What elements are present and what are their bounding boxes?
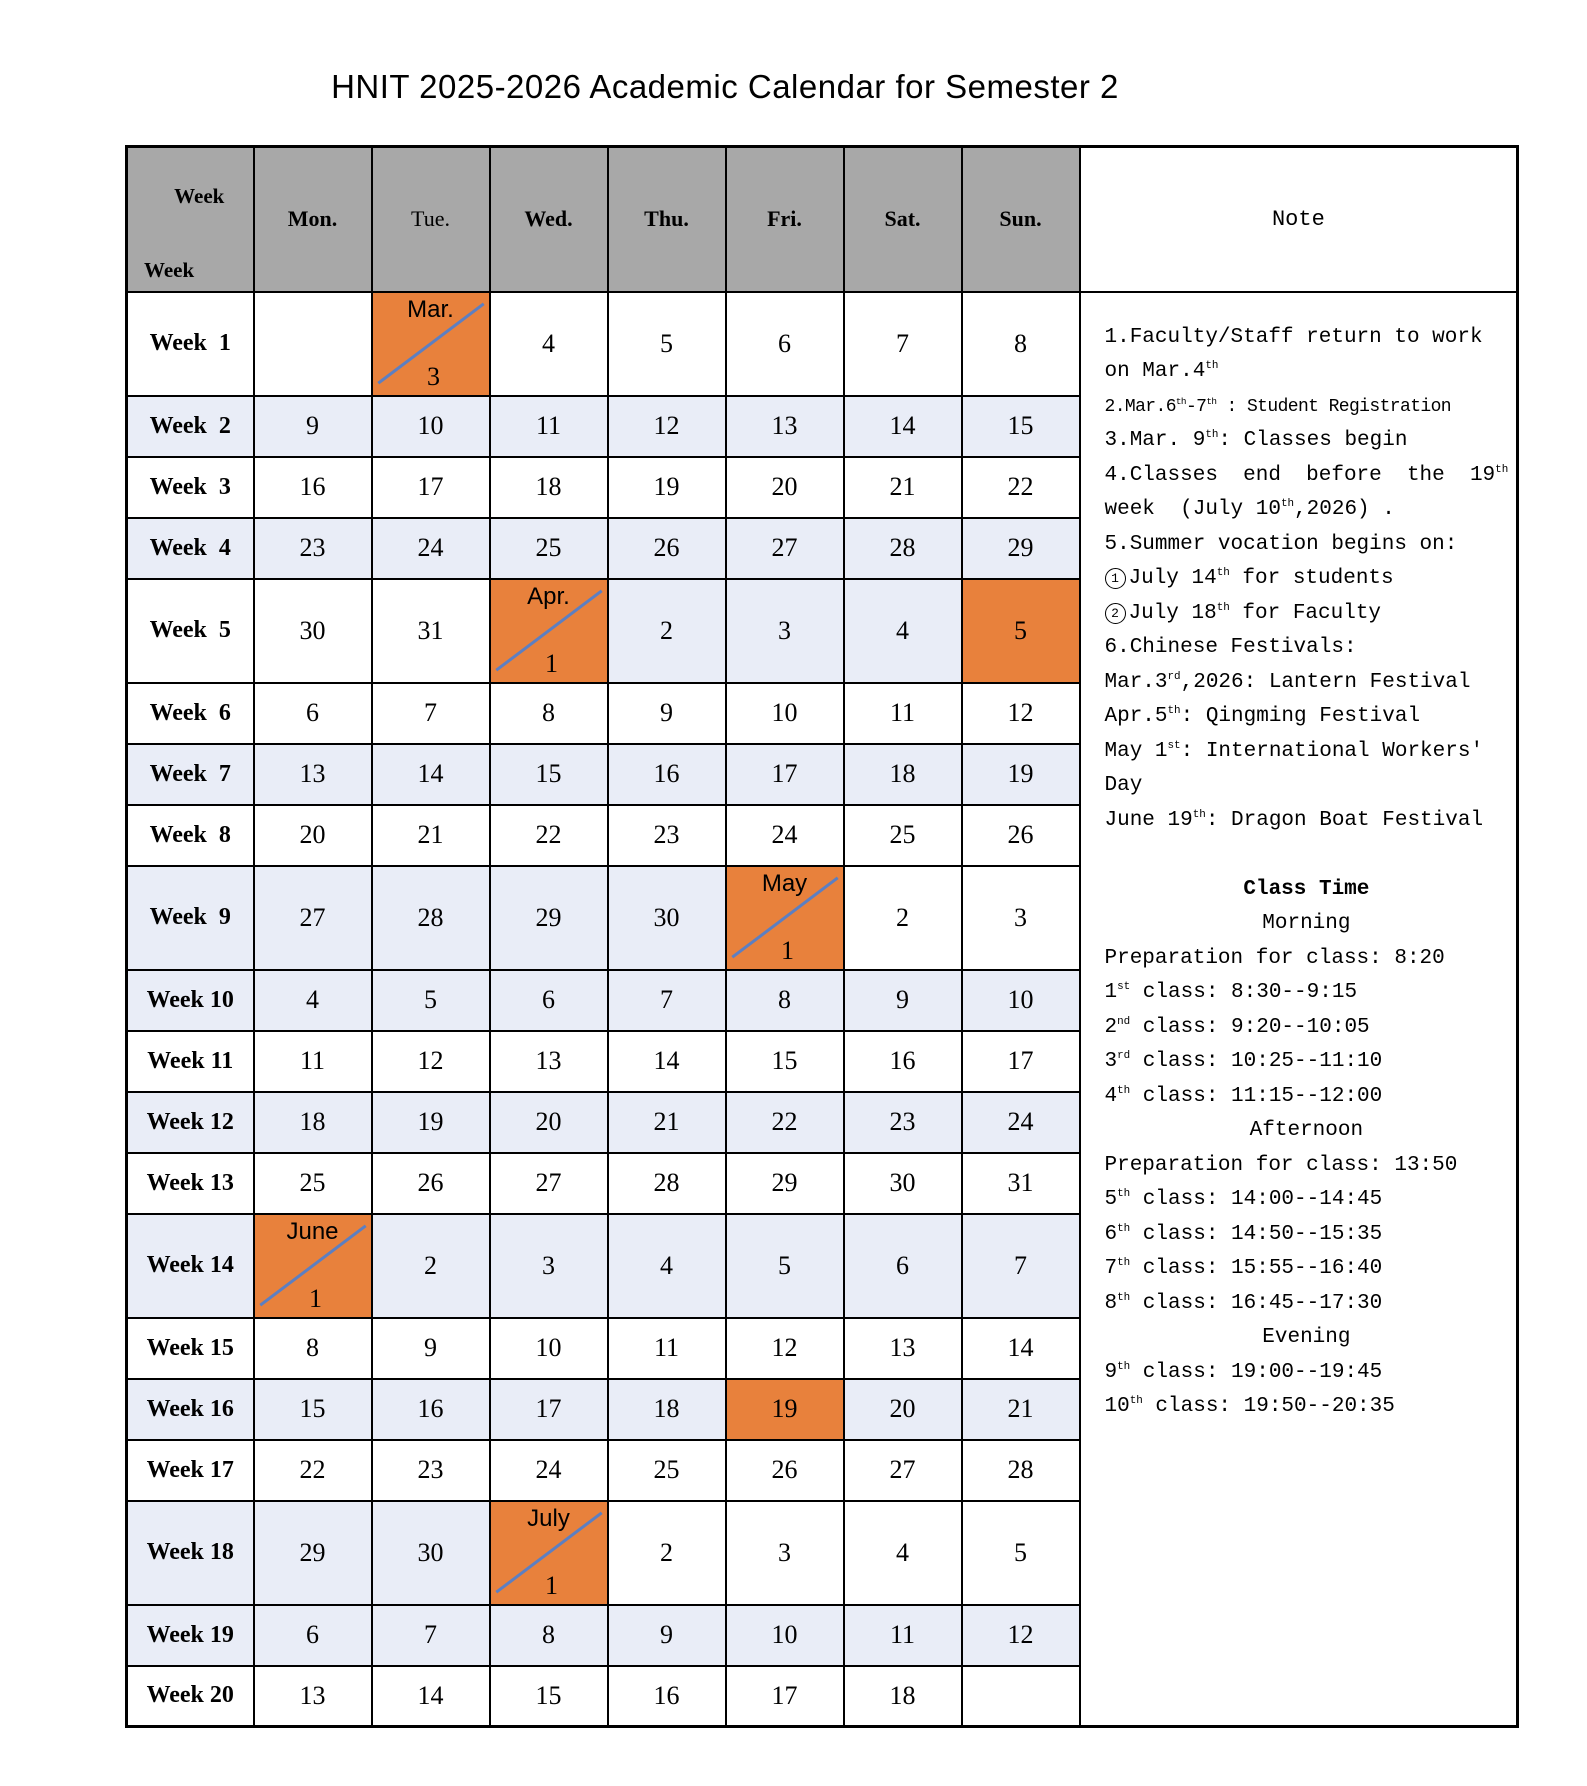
note-line: 3.Mar. 9th: Classes begin <box>1104 429 1408 452</box>
day-cell: 16 <box>608 1666 726 1727</box>
day-cell: 17 <box>962 1031 1080 1092</box>
day-cell: 19 <box>372 1092 490 1153</box>
note-line: 4.Classes end before the 19th <box>1104 463 1509 487</box>
day-cell: 3 <box>726 579 844 683</box>
day-cell: 10 <box>372 396 490 457</box>
day-cell: 31 <box>372 579 490 683</box>
day-cell: 15 <box>490 1666 608 1727</box>
day-number: 3 <box>427 361 440 391</box>
day-cell: 12 <box>608 396 726 457</box>
day-cell: 10 <box>962 970 1080 1031</box>
week-label-4: Week 4 <box>127 518 254 579</box>
note-line: 2 July 18th for Faculty <box>1105 597 1509 632</box>
day-cell: 3 <box>490 1214 608 1318</box>
day-cell: 19 <box>608 457 726 518</box>
note-line: 1 July 14th for students <box>1105 562 1509 597</box>
day-cell: 27 <box>490 1153 608 1214</box>
week-label-5: Week 5 <box>127 579 254 683</box>
day-cell: 26 <box>608 518 726 579</box>
day-cell: 27 <box>726 518 844 579</box>
day-cell: 10 <box>726 683 844 744</box>
day-cell: 6 <box>490 970 608 1031</box>
day-cell: 24 <box>490 1440 608 1501</box>
note-line: June 19th: Dragon Boat Festival <box>1104 808 1484 832</box>
day-cell: 15 <box>254 1379 372 1440</box>
day-cell: 3 <box>962 866 1080 970</box>
month-start-cell <box>372 292 490 396</box>
week-label-9: Week 9 <box>127 866 254 970</box>
day-cell: 8 <box>962 292 1080 396</box>
day-cell: 13 <box>254 744 372 805</box>
week-label-11: Week 11 <box>127 1031 254 1092</box>
note-line: Preparation for class: 13:50 <box>1104 1153 1458 1177</box>
day-cell: 5 <box>962 579 1080 683</box>
day-cell: 25 <box>490 518 608 579</box>
day-cell: 23 <box>254 518 372 579</box>
day-cell: 29 <box>254 1501 372 1605</box>
day-cell: 20 <box>254 805 372 866</box>
calendar-table <box>125 145 1519 1728</box>
note-line: 6.Chinese Festivals: <box>1104 636 1357 659</box>
day-cell: 5 <box>726 1214 844 1318</box>
note-line: 5th class: 14:00--14:45 <box>1104 1188 1383 1211</box>
day-cell: 25 <box>254 1153 372 1214</box>
day-cell: 15 <box>726 1031 844 1092</box>
day-cell: 6 <box>844 1214 962 1318</box>
day-cell: 25 <box>844 805 962 866</box>
day-cell: 21 <box>608 1092 726 1153</box>
day-cell: 30 <box>372 1501 490 1605</box>
corner-week-top-label: Week <box>174 184 225 208</box>
week-label-10: Week 10 <box>127 970 254 1031</box>
day-cell: 14 <box>372 1666 490 1727</box>
day-cell: 22 <box>490 805 608 866</box>
month-start-cell <box>254 1214 372 1318</box>
note-header: Note <box>1080 147 1518 292</box>
day-cell: 3 <box>726 1501 844 1605</box>
note-line: week (July 10th,2026) . <box>1104 498 1395 521</box>
day-cell <box>254 292 372 396</box>
day-cell: 9 <box>608 1605 726 1666</box>
week-label-12: Week 12 <box>127 1092 254 1153</box>
day-cell: 2 <box>844 866 962 970</box>
day-cell: 14 <box>608 1031 726 1092</box>
day-cell: 26 <box>726 1440 844 1501</box>
note-line: on Mar.4th <box>1104 360 1219 383</box>
note-line: 10th class: 19:50--20:35 <box>1104 1395 1395 1418</box>
day-cell: 15 <box>962 396 1080 457</box>
month-name-label: June <box>286 1217 339 1245</box>
day-cell: 12 <box>962 683 1080 744</box>
day-cell: 9 <box>254 396 372 457</box>
month-name-label: May <box>761 869 808 897</box>
day-cell: 23 <box>844 1092 962 1153</box>
circled-number-icon: 1 <box>1105 568 1126 589</box>
day-cell: 4 <box>844 579 962 683</box>
day-cell: 17 <box>726 1666 844 1727</box>
day-cell: 12 <box>372 1031 490 1092</box>
day-cell: 23 <box>372 1440 490 1501</box>
day-cell: 26 <box>962 805 1080 866</box>
note-line: 7th class: 15:55--16:40 <box>1104 1257 1383 1280</box>
day-cell: 16 <box>608 744 726 805</box>
note-line: Morning <box>1262 912 1351 935</box>
day-cell: 4 <box>490 292 608 396</box>
month-name-label: Mar. <box>407 295 454 323</box>
day-cell: 8 <box>726 970 844 1031</box>
day-cell: 13 <box>254 1666 372 1727</box>
note-line: 1.Faculty/Staff return to work <box>1104 325 1483 349</box>
note-line: 2.Mar.6th-7th : Student Registration <box>1104 395 1452 417</box>
week-label-13: Week 13 <box>127 1153 254 1214</box>
day-cell: 14 <box>372 744 490 805</box>
day-cell: 11 <box>844 683 962 744</box>
corner-week-bottom-label: Week <box>144 257 195 282</box>
day-cell: 5 <box>608 292 726 396</box>
day-cell: 27 <box>844 1440 962 1501</box>
day-cell: 12 <box>726 1318 844 1379</box>
day-cell: 13 <box>490 1031 608 1092</box>
day-cell: 9 <box>608 683 726 744</box>
week-label-8: Week 8 <box>127 805 254 866</box>
day-number: 1 <box>545 1570 558 1600</box>
day-cell: 4 <box>844 1501 962 1605</box>
week-label-14: Week 14 <box>127 1214 254 1318</box>
day-number: 1 <box>781 935 794 965</box>
day-cell: 5 <box>372 970 490 1031</box>
day-cell: 26 <box>372 1153 490 1214</box>
day-cell: 7 <box>372 683 490 744</box>
month-start-cell <box>490 1501 608 1605</box>
note-column <box>1080 292 1518 1727</box>
day-cell: 30 <box>254 579 372 683</box>
day-cell: 19 <box>962 744 1080 805</box>
note-line: Preparation for class: 8:20 <box>1104 946 1445 970</box>
note-line: May 1st: International Workers' <box>1104 739 1484 763</box>
day-cell: 14 <box>844 396 962 457</box>
day-cell: 24 <box>372 518 490 579</box>
day-number: 1 <box>309 1283 322 1313</box>
day-cell: 9 <box>372 1318 490 1379</box>
day-cell: 18 <box>844 744 962 805</box>
day-cell: 6 <box>254 1605 372 1666</box>
note-line: 5.Summer vocation begins on: <box>1104 532 1458 556</box>
day-cell: 28 <box>844 518 962 579</box>
day-header-wed: Wed. <box>490 147 608 292</box>
note-line: 2nd class: 9:20--10:05 <box>1104 1015 1370 1039</box>
day-cell: 17 <box>490 1379 608 1440</box>
day-cell: 25 <box>608 1440 726 1501</box>
note-line: Afternoon <box>1249 1119 1364 1142</box>
day-cell: 17 <box>372 457 490 518</box>
month-name-label: July <box>527 1504 570 1532</box>
day-cell: 16 <box>372 1379 490 1440</box>
day-cell: 27 <box>254 866 372 970</box>
day-cell: 18 <box>844 1666 962 1727</box>
note-line: Class Time <box>1243 877 1370 901</box>
day-header-mon: Mon. <box>254 147 372 292</box>
day-number: 1 <box>545 648 558 678</box>
day-cell: 8 <box>490 683 608 744</box>
note-line: Mar.3rd,2026: Lantern Festival <box>1104 670 1471 694</box>
day-cell: 19 <box>726 1379 844 1440</box>
month-start-cell <box>490 579 608 683</box>
note-line: 9th class: 19:00--19:45 <box>1104 1360 1383 1384</box>
day-cell <box>962 1666 1080 1727</box>
month-name-label: Apr. <box>527 582 570 610</box>
day-cell: 15 <box>490 744 608 805</box>
day-cell: 30 <box>844 1153 962 1214</box>
week-label-16: Week 16 <box>127 1379 254 1440</box>
calendar-row-1 <box>127 292 1518 396</box>
day-cell: 8 <box>490 1605 608 1666</box>
day-cell: 29 <box>726 1153 844 1214</box>
day-cell: 5 <box>962 1501 1080 1605</box>
day-cell: 23 <box>608 805 726 866</box>
day-cell: 10 <box>726 1605 844 1666</box>
day-cell: 28 <box>372 866 490 970</box>
day-cell: 13 <box>844 1318 962 1379</box>
day-cell: 11 <box>254 1031 372 1092</box>
day-cell: 21 <box>962 1379 1080 1440</box>
week-label-2: Week 2 <box>127 396 254 457</box>
day-cell: 28 <box>608 1153 726 1214</box>
note-line: 8th class: 16:45--17:30 <box>1104 1291 1383 1315</box>
note-line: Evening <box>1262 1326 1351 1349</box>
page-title: HNIT 2025-2026 Academic Calendar for Semester 2 <box>331 68 1119 105</box>
day-cell: 24 <box>726 805 844 866</box>
day-cell: 7 <box>962 1214 1080 1318</box>
week-label-19: Week 19 <box>127 1605 254 1666</box>
day-cell: 2 <box>372 1214 490 1318</box>
day-cell: 18 <box>490 457 608 518</box>
note-line: 6th class: 14:50--15:35 <box>1104 1222 1383 1246</box>
week-label-6: Week 6 <box>127 683 254 744</box>
note-line: 4th class: 11:15--12:00 <box>1104 1084 1383 1108</box>
day-cell: 7 <box>608 970 726 1031</box>
day-cell: 9 <box>844 970 962 1031</box>
week-corner-cell <box>127 147 254 292</box>
day-header-fri: Fri. <box>726 147 844 292</box>
day-cell: 7 <box>372 1605 490 1666</box>
day-cell: 17 <box>726 744 844 805</box>
calendar-header <box>127 147 1518 292</box>
day-cell: 16 <box>844 1031 962 1092</box>
note-line: Day <box>1104 774 1143 797</box>
day-cell: 2 <box>608 579 726 683</box>
day-cell: 11 <box>844 1605 962 1666</box>
day-cell: 24 <box>962 1092 1080 1153</box>
week-label-7: Week 7 <box>127 744 254 805</box>
day-cell: 12 <box>962 1605 1080 1666</box>
day-cell: 29 <box>962 518 1080 579</box>
day-cell: 18 <box>254 1092 372 1153</box>
day-cell: 31 <box>962 1153 1080 1214</box>
day-cell: 11 <box>490 396 608 457</box>
week-label-1: Week 1 <box>127 292 254 396</box>
day-cell: 14 <box>962 1318 1080 1379</box>
day-cell: 4 <box>608 1214 726 1318</box>
day-header-thu: Thu. <box>608 147 726 292</box>
day-cell: 18 <box>608 1379 726 1440</box>
day-header-sat: Sat. <box>844 147 962 292</box>
day-cell: 6 <box>254 683 372 744</box>
note-line: Apr.5th: Qingming Festival <box>1104 705 1421 728</box>
week-label-3: Week 3 <box>127 457 254 518</box>
day-cell: 20 <box>490 1092 608 1153</box>
week-label-15: Week 15 <box>127 1318 254 1379</box>
day-cell: 6 <box>726 292 844 396</box>
day-cell: 13 <box>726 396 844 457</box>
day-cell: 22 <box>254 1440 372 1501</box>
day-cell: 16 <box>254 457 372 518</box>
day-header-tue: Tue. <box>372 147 490 292</box>
day-cell: 4 <box>254 970 372 1031</box>
day-cell: 20 <box>844 1379 962 1440</box>
day-cell: 11 <box>608 1318 726 1379</box>
week-label-17: Week 17 <box>127 1440 254 1501</box>
day-cell: 8 <box>254 1318 372 1379</box>
day-cell: 2 <box>608 1501 726 1605</box>
day-cell: 10 <box>490 1318 608 1379</box>
day-cell: 22 <box>962 457 1080 518</box>
day-cell: 21 <box>372 805 490 866</box>
month-start-cell <box>726 866 844 970</box>
day-cell: 7 <box>844 292 962 396</box>
week-label-18: Week 18 <box>127 1501 254 1605</box>
week-label-20: Week 20 <box>127 1666 254 1727</box>
day-cell: 20 <box>726 457 844 518</box>
note-line: 3rd class: 10:25--11:10 <box>1104 1050 1383 1073</box>
circled-number-icon: 2 <box>1105 603 1126 624</box>
day-cell: 30 <box>608 866 726 970</box>
note-line <box>1105 838 1509 873</box>
day-header-sun: Sun. <box>962 147 1080 292</box>
day-cell: 21 <box>844 457 962 518</box>
day-cell: 28 <box>962 1440 1080 1501</box>
day-cell: 29 <box>490 866 608 970</box>
note-line: 1st class: 8:30--9:15 <box>1104 981 1358 1004</box>
day-cell: 22 <box>726 1092 844 1153</box>
